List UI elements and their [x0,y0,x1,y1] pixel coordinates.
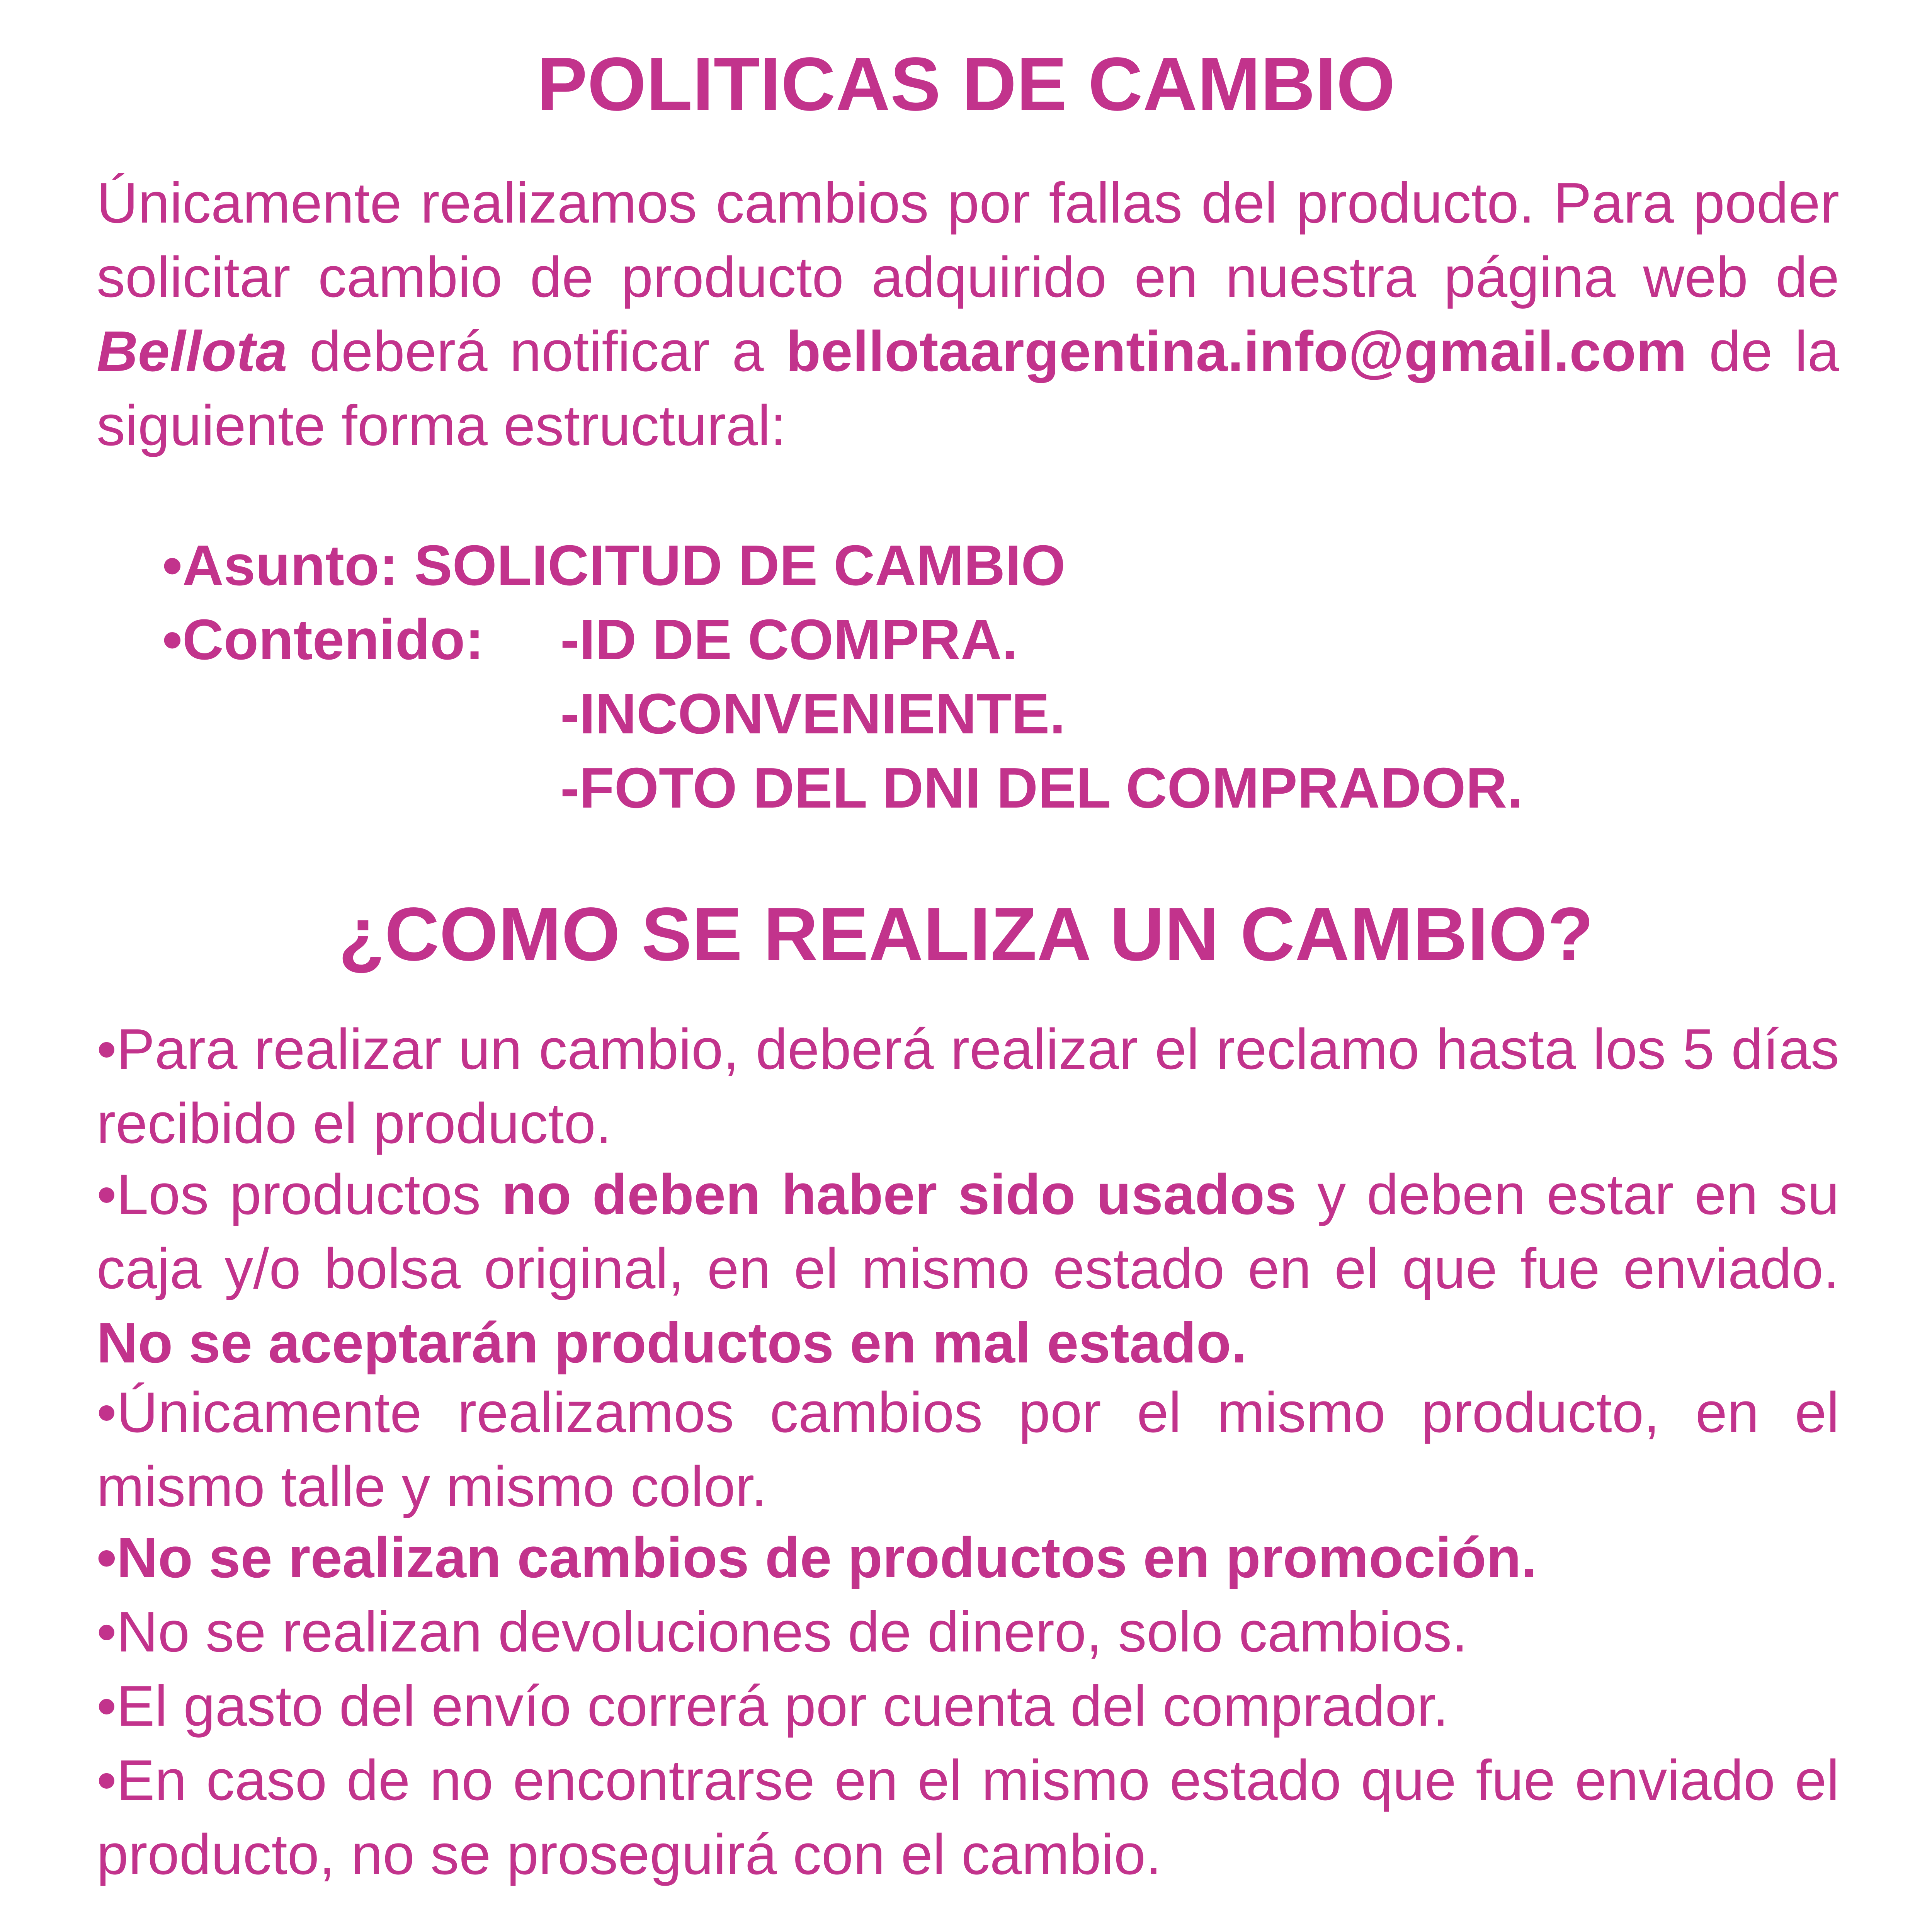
content-item-issue: -INCONVENIENTE. [560,682,1066,746]
contact-email: bellotaargentina.info@gmail.com [786,320,1687,383]
intro-text-2: deberá notificar a [287,320,786,383]
policy-title: POLITICAS DE CAMBIO [537,42,1395,126]
how-to-exchange-title: ¿COMO SE REALIZA UN CAMBIO? [338,892,1594,976]
rule-condition-emphasis-1: no deben haber sido usados [502,1163,1297,1226]
rule-no-promotions: •No se realizan cambios de productos en promoción. [97,1526,1537,1590]
intro-text-3: de la siguiente forma estructural: [97,320,1839,457]
rule-time-limit: •Para realizar un cambio, deberá realizar el reclamo hasta los 5 días recibido el producto. [97,1017,1839,1155]
rule-state-check: •En caso de no encontrarse en el mismo estado que fue enviado el producto, no se proseguirá con el cambio. [97,1748,1839,1886]
rule-shipping-cost: •El gasto del envío correrá por cuenta del comprador. [97,1674,1449,1738]
requirement-subject: •Asunto: SOLICITUD DE CAMBIO [162,534,1066,597]
brand-name: Bellota [97,320,287,383]
rule-condition [97,1158,1839,1380]
rule-same-product: •Únicamente realizamos cambios por el mismo producto, en el mismo talle y mismo color. [97,1381,1839,1519]
content-item-purchase-id: -ID DE COMPRA. [560,608,1018,672]
rule-condition-text-2: y deben estar en su caja y/o bolsa original, en el mismo estado en el que fue enviado. [97,1163,1840,1301]
requirement-content-label: •Contenido: [162,608,484,672]
content-item-dni-photo: -FOTO DEL DNI DEL COMPRADOR. [560,756,1523,820]
rule-no-refunds: •No se realizan devoluciones de dinero, solo cambios. [97,1600,1468,1664]
rule-condition-emphasis-2: No se aceptarán productos en mal estado. [97,1311,1247,1375]
policy-intro [97,166,1839,463]
intro-text-1: Únicamente realizamos cambios por fallas del producto. Para poder solicitar cambio de producto adquirido en nuestra página web de [97,171,1839,309]
rule-condition-text-1: •Los productos [97,1163,502,1226]
